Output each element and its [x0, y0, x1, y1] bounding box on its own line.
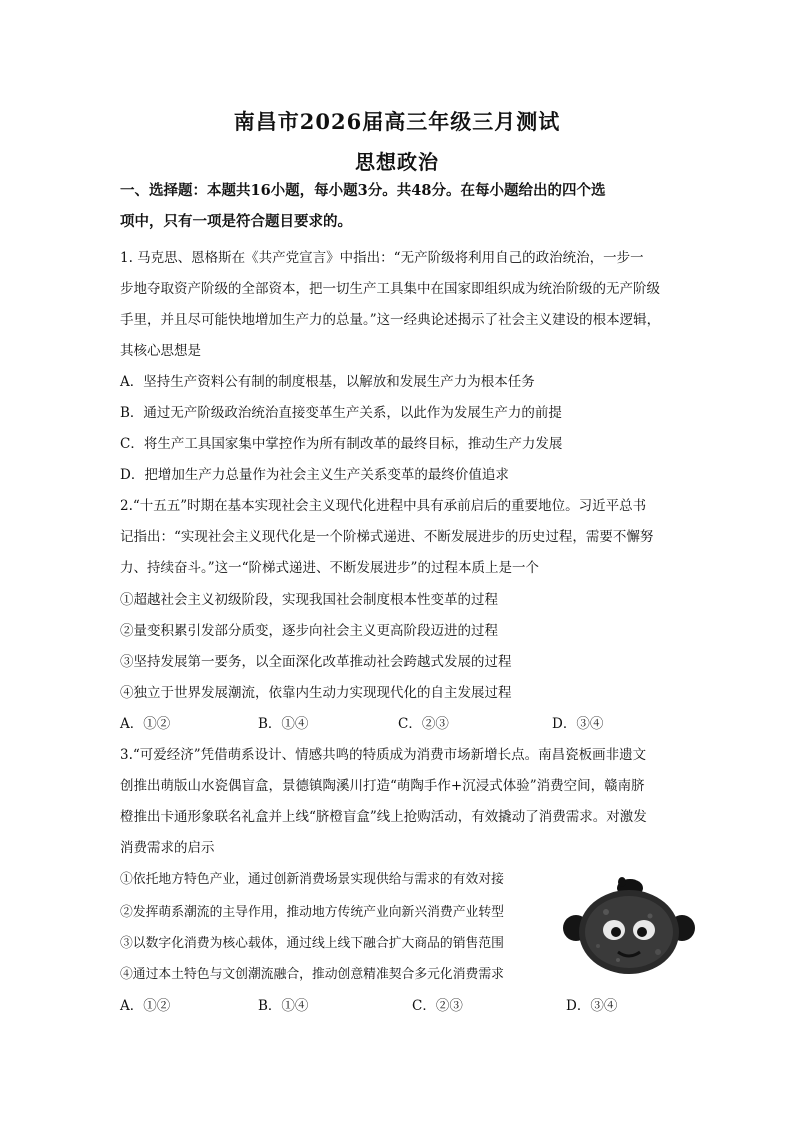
section-heading-line-1: 一、选择题：本题共16小题，每小题3分。共48分。在每小题给出的四个选 [120, 182, 606, 199]
q2-item-1: ①超越社会主义初级阶段，实现我国社会制度根本性变革的过程 [120, 592, 498, 608]
q3-choice-a: A．①② [120, 998, 171, 1014]
q2-choice-d: D．③④ [552, 716, 604, 732]
q2-item-2: ②量变积累引发部分质变，逐步向社会主义更高阶段迈进的过程 [120, 623, 498, 639]
section-heading-line-2: 项中，只有一项是符合题目要求的。 [120, 213, 352, 230]
q2-stem-line: 2.“十五五”时期在基本实现社会主义现代化进程中具有承前启后的重要地位。习近平总书 [120, 498, 647, 514]
q1-option-a: A．坚持生产资料公有制的制度根基，以解放和发展生产力为根本任务 [120, 374, 535, 390]
q3-choice-d: D．③④ [566, 998, 618, 1014]
q3-choice-b: B．①④ [258, 998, 309, 1014]
q1-stem-line: 其核心思想是 [120, 343, 201, 359]
q2-stem-line: 力、持续奋斗。”这一“阶梯式递进、不断发展进步”的过程本质上是一个 [120, 560, 539, 576]
subject-title: 思想政治 [355, 150, 439, 174]
q3-choice-c: C．②③ [412, 998, 463, 1014]
q3-stem-line: 创推出萌版山水瓷偶盲盒，景德镇陶溪川打造“萌陶手作+沉浸式体验”消费空间，赣南脐 [120, 778, 645, 794]
q3-item-3: ③以数字化消费为核心载体，通过线上线下融合扩大商品的销售范围 [120, 936, 504, 951]
q1-option-d: D．把增加生产力总量作为社会主义生产关系变革的最终价值追求 [120, 467, 509, 483]
q2-choice-a: A．①② [120, 716, 171, 732]
q3-stem-line: 3.“可爱经济”凭借萌系设计、情感共鸣的特质成为消费市场新增长点。南昌瓷板画非遗文 [120, 747, 647, 763]
q3-stem-line: 橙推出卡通形象联名礼盒并上线“脐橙盲盒”线上抢购活动，有效撬动了消费需求。对激发 [120, 809, 647, 825]
q3-item-1: ①依托地方特色产业，通过创新消费场景实现供给与需求的有效对接 [120, 872, 504, 887]
q3-item-2: ②发挥萌系潮流的主导作用，推动地方传统产业向新兴消费产业转型 [120, 905, 504, 920]
q2-item-3: ③坚持发展第一要务，以全面深化改革推动社会跨越式发展的过程 [120, 654, 512, 670]
q1-stem-line: 步地夺取资产阶级的全部资本，把一切生产工具集中在国家即组织成为统治阶级的无产阶级 [120, 281, 660, 297]
cute-figurine-illustration [558, 872, 698, 982]
q2-stem-line: 记指出：“实现社会主义现代化是一个阶梯式递进、不断发展进步的历史过程，需要不懈努 [120, 529, 654, 545]
q2-choice-b: B．①④ [258, 716, 309, 732]
q1-option-c: C．将生产工具国家集中掌控作为所有制改革的最终目标，推动生产力发展 [120, 436, 563, 452]
exam-title: 南昌市2026届高三年级三月测试 [233, 109, 561, 134]
q3-stem-line: 消费需求的启示 [120, 840, 215, 856]
q1-stem-line: 1. 马克思、恩格斯在《共产党宣言》中指出：“无产阶级将利用自己的政治统治，一步一 [120, 250, 644, 266]
q3-item-4: ④通过本土特色与文创潮流融合，推动创意精准契合多元化消费需求 [120, 967, 504, 982]
q1-option-b: B．通过无产阶级政治统治直接变革生产关系，以此作为发展生产力的前提 [120, 405, 562, 421]
q1-stem-line: 手里，并且尽可能快地增加生产力的总量。”这一经典论述揭示了社会主义建设的根本逻辑， [120, 312, 661, 328]
q2-choice-c: C．②③ [398, 716, 449, 732]
q2-item-4: ④独立于世界发展潮流，依靠内生动力实现现代化的自主发展过程 [120, 685, 512, 701]
